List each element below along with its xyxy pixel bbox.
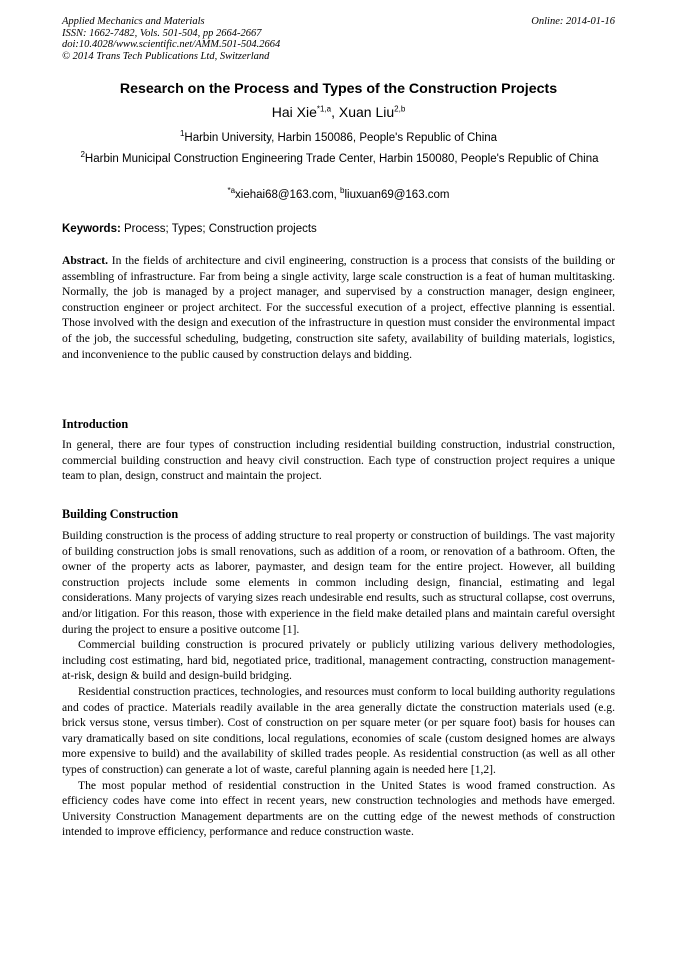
author-2-affil-marker: 2,b: [394, 104, 406, 114]
email-2: liuxuan69@163.com: [344, 189, 450, 201]
author-1-affil-marker: *1,a: [316, 104, 332, 114]
email-1: xiehai68@163.com,: [235, 189, 341, 201]
copyright-line: © 2014 Trans Tech Publications Ltd, Switzerland: [62, 50, 270, 62]
journal-name: Applied Mechanics and Materials: [62, 16, 205, 27]
affiliation-1-text: Harbin University, Harbin 150086, People's Republic of China: [184, 132, 498, 144]
section-heading-building-construction: Building Construction: [62, 507, 179, 521]
author-2: Xuan Liu: [338, 104, 395, 120]
online-date: Online: 2014-01-16: [531, 16, 615, 27]
affiliation-2-text: Harbin Municipal Construction Engineering Trade Center, Harbin 150080, People's Republic of China: [84, 153, 599, 165]
building-construction-section: [62, 528, 615, 840]
journal-header: [62, 16, 280, 62]
doi-line: doi:10.4028/www.scientific.net/AMM.501-504.2664: [62, 39, 281, 50]
author-line: [62, 103, 615, 121]
building-paragraph-4: The most popular method of residential construction in the United States is wood framed construction. As efficiency codes have come into effect in recent years, new construction technologies and methods have emerged. University Construction Management departments are on the cutting edge of the newest methods of construction intended to improve efficiency, performance and reduce construction waste.: [62, 778, 615, 839]
abstract: [62, 253, 615, 362]
building-paragraph-2: Commercial building construction is procured privately or publicly utilizing various delivery methodologies, including cost estimating, hard bid, negotiated price, traditional, management contracting, construction management-at-risk, design & build and design-build bridging.: [62, 638, 615, 683]
keywords-text: Process; Types; Construction projects: [120, 223, 317, 235]
introduction-paragraph: In general, there are four types of construction including residential building construction, industrial construction, commercial building construction and heavy civil construction. Each type of construction project requires a unique team to plan, design, construct and maintain the project.: [62, 438, 615, 483]
keywords-label: Keywords:: [62, 223, 121, 235]
author-separator: ,: [331, 104, 339, 120]
paper-title: Research on the Process and Types of the Construction Projects: [119, 81, 558, 97]
affiliation-2: [72, 152, 607, 167]
building-paragraph-1: Building construction is the process of adding structure to real property or construction of buildings. The vast majority of building construction jobs is small renovations, such as addition of a room, or renovation of a bathroom. Often, the owner of the property acts as laborer, paymaster, and design team for the entire project. However, all building construction projects include some elements in common including design, financial, estimating and legal considerations. Many projects of varying sizes reach undesirable end results, such as structural collapse, cost overruns, and/or litigation. For this reason, those with experience in the field make detailed plans and maintain careful oversight during the project to ensure a positive outcome [1].: [62, 529, 615, 636]
email-1-marker: *a: [227, 186, 236, 196]
affiliation-1-marker: 1: [179, 129, 185, 139]
introduction-section: [62, 437, 615, 484]
section-heading-introduction: Introduction: [62, 417, 129, 431]
abstract-label: Abstract.: [62, 254, 109, 267]
abstract-text: In the fields of architecture and civil engineering, construction is a process that consists of the building or assembling of infrastructure. Far from being a single activity, large scale construction is a feat of human multitasking. Normally, the job is managed by a project manager, and supervised by a construction manager, design engineer, construction engineer or project architect. For the successful execution of a project, effective planning is essential. Those involved with the design and execution of the infrastructure in question must consider the environmental impact of the job, the successful scheduling, budgeting, construction site safety, availability of building materials, logistics, and inconvenience to the public caused by construction delays and bidding.: [62, 254, 615, 361]
author-1: Hai Xie: [271, 104, 317, 120]
email-2-marker: b: [340, 186, 345, 196]
issn-line: ISSN: 1662-7482, Vols. 501-504, pp 2664-2667: [62, 27, 262, 39]
author-emails: [62, 188, 615, 203]
keywords: [62, 222, 615, 237]
affiliation-1: [62, 131, 615, 146]
building-paragraph-3: Residential construction practices, technologies, and resources must conform to local building authority regulations and codes of practice. Materials readily available in the area generally dictate the construction materials used (e.g. brick versus stone, versus timber). Cost of construction on per square meter (or per square foot) basis for houses can vary dramatically based on site conditions, local regulations, economies of scale (custom designed homes are always more expensive to build) and the availability of skilled trades people. As residential construction (as well as all other types of construction) can generate a lot of waste, careful planning again is needed here [1,2].: [62, 684, 615, 776]
affiliation-2-marker: 2: [80, 150, 85, 160]
